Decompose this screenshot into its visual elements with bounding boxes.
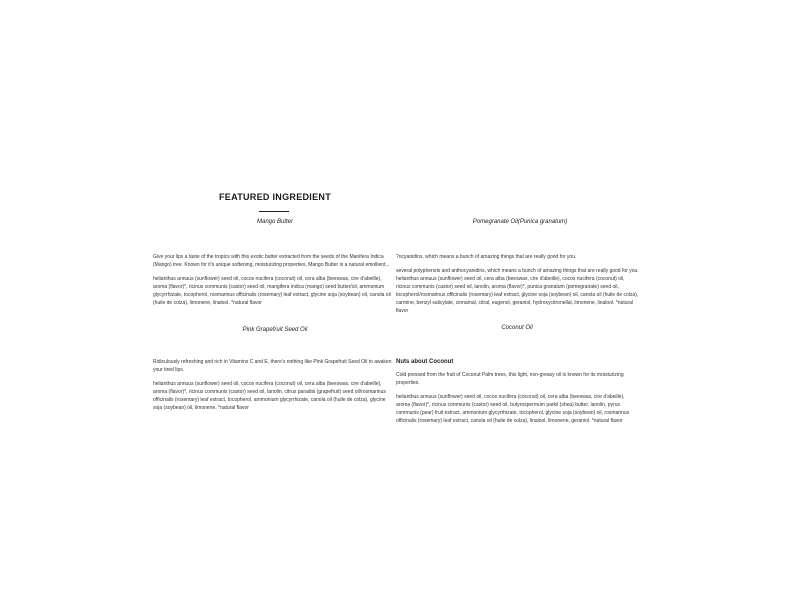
ingredient-card-pomegranate: [396, 253, 640, 321]
ingredient-list: helianthus annuus (sunflower) seed oil, cocos nucifera (coconut) oil, cera alba (beeswax, cire d'abeille), aroma (flavor)*, ricinus communis (castor) seed oil, lanolin, citrus paradisi (grapefruit) seed oil/rosmarinus officinalis (rosemary) leaf extract, tocopherol, ammonium glycyrrhizate, canola oil (huile de colza), glycine soja (soybean) oil, limonene. *natural flavor: [153, 381, 386, 411]
ingredient-title-coconut: Coconut Oil: [501, 325, 533, 331]
ingredient-description: Cold pressed from the fruit of Coconut Palm trees, this light, non-greasy oil is known for its moisturizing properties.: [396, 372, 624, 386]
ingredient-card-mango: [153, 253, 393, 313]
ingredient-list: helianthus annuus (sunflower) seed oil, cocos nucifera (coconut) oil, cera alba (beeswax, cire d'abeille), aroma (flavor)*, ricinus communis (castor) seed oil, butyrospermum parkii (shea) butter, lanolin, pyrus communis (pear) fruit extract, ammonium glycyrrhizate, tocopherol, glycine soja (soybean) oil, rosmarinus officinalis (rosemary) leaf extract, canola oil (huile de colza), linalool, limonene, geraniol. *natural flavor: [396, 394, 630, 424]
ingredient-title-pomegranate: Pomegranate Oil(Punica granatum): [472, 219, 568, 225]
ingredient-description: ?ocyanidins, which means a bunch of amazing things that are really good for you.: [396, 254, 577, 260]
ingredient-card-coconut: [396, 359, 640, 431]
ingredient-subtitle: Nuts about Coconut: [396, 359, 454, 365]
ingredient-list: several polyphenols and anthocyanidins, which means a bunch of amazing things that are really good for you. helianthus annuus (sunflower) seed oil, cera alba (beeswax, cire d'abeille), cocos nucifera (coconut) oil, ricinus communis (castor) seed oil, lanolin, aroma (flavor)*, punica granatum (pomegranate) seed oil, tocopherol/rosmarinus officinalis (rosemary) leaf extract, glycine soja (soybean) oil, canola oil (huile de colza), carmine, benzyl salicylate, cinnamal, citral, eugenol, geraniol, hydroxycitronellal, limonene, linalool. *natural flavor: [396, 268, 639, 314]
ingredient-title-mango: Mango Butter: [256, 219, 294, 225]
heading-divider: [259, 211, 289, 212]
ingredient-card-grapefruit: [153, 358, 393, 418]
ingredient-title-grapefruit: Pink Grapefruit Seed Oil: [242, 327, 308, 333]
ingredient-list: helianthus annuus (sunflower) seed oil, cocos nucifera (coconut) oil, cera alba (beeswax, cire d'abeille), aroma (flavor)*, ricinus communis (castor) seed oil, mangifera indica (mango) seed butter/oil, ammonium glycyrrhizate, tocopherol, rosmarinus officinalis (rosemary) leaf extract, glycine soja (soybean) oil, canola oil (huile de colza), limonene, linalool. *natural flavor: [153, 276, 391, 306]
ingredient-description: Give your lips a taste of the tropics with this exotic butter extracted from the seeds of the Manifera Indica (Mango) tree. Known for it's unique softening, moisturizing properties, Mango Butter is a natural emollient...: [153, 254, 390, 268]
ingredient-description: Ridiculously refreshing and rich in Vitamins C and E, there's nothing like Pink Grapefruit Seed Oil to awaken your tired lips.: [153, 359, 392, 373]
featured-heading: FEATURED INGREDIENT: [218, 192, 332, 202]
